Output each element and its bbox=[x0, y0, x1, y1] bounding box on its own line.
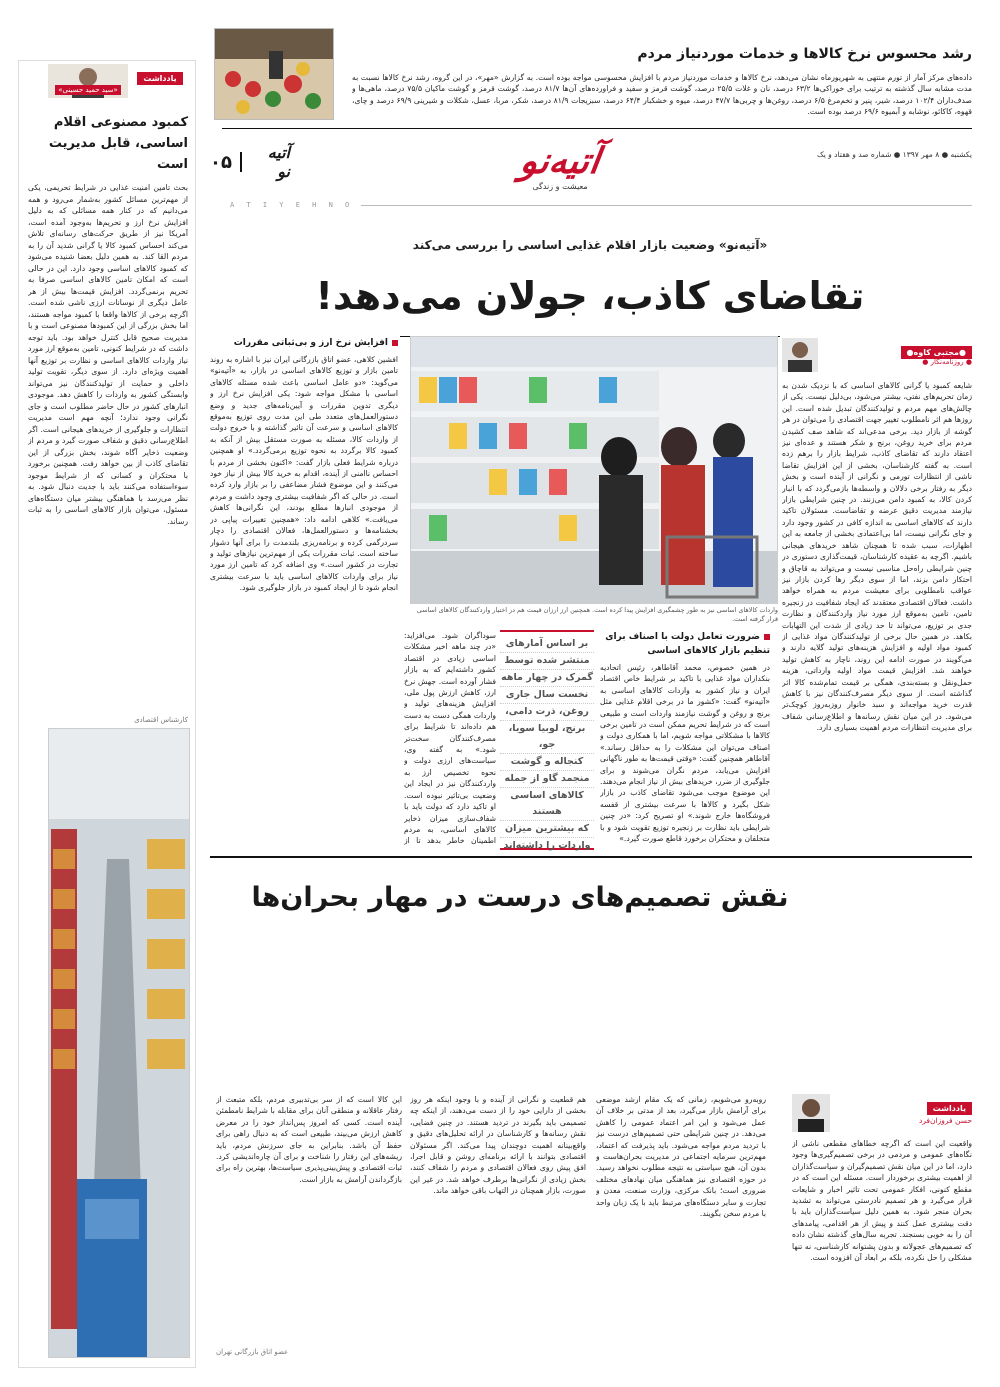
sidebar-body: بحث تامین امنیت غذایی در شرایط تحریمی، یکی از مهم‌ترین مسائل کشور به‌شمار می‌رود و همه می‌دانیم که در کنار همه مسائلی که به دلیل افزایش نرخ ارز و تحریم‌ها به‌وجود آمده است، آمریکا نیز از طریق حرکت‌های رسانه‌ای تلاش می‌کند احساس کمبود کالا یا گرانی شدید آن را به مردم القا کند. به همین دلیل بعضا شنیده می‌شود که کمبود کالاهای اساسی وجود دارد. این در حالی است که امکان تامین کالاهای اساسی صرفا به تحریم برنمی‌گردد. افزایش قیمت‌ها بیش از هر عامل دیگری از نوسانات ارزی ناشی شده است. اگرچه برخی از کالاها واقعا با کمبود مواجه هستند، اما بخش بزرگی از این کمبودها مصنوعی است و با مدیریت صحیح قابل کنترل خواهد بود. باید توجه داشت که در شرایط کنونی، تامین به‌موقع ارز مورد نیاز واردات کالاهای اساسی و نظارت بر توزیع آنها اهمیت ویژه‌ای دارد. از سوی دیگر، تقویت تولید داخلی و حمایت از تولیدکنندگان نیز می‌تواند وابستگی کشور به واردات را کاهش دهد. موجودی انبارهای کشور در حال حاضر مطلوب است و جای نگرانی وجود ندارد؛ آنچه مهم است مدیریت انتظارات و جلوگیری از خریدهای هیجانی است. اگر اطلاع‌رسانی دقیق و شفاف صورت گیرد و مردم از وضعیت ذخایر آگاه شوند، بخش بزرگی از این تقاضای کاذب از بین خواهد رفت. همچنین برخورد با محتکران و کسانی که از شرایط موجود سوءاستفاده می‌کنند باید با جدیت دنبال شود. به نظر می‌رسد با هماهنگی بیشتر میان دستگاه‌های مسئول، می‌توان بازار کالاهای اساسی را به ثبات رساند. bbox=[28, 183, 188, 526]
pull-quote-line: نخست سال جاری bbox=[500, 687, 594, 704]
sidebar-label: یادداشت bbox=[137, 72, 182, 85]
bottom-col-3: هم قطعیت و نگرانی از آینده و با وجود اینکه هر روز بخشی از دارایی خود را از دست می‌دهند، از اینکه چه تصمیمی باید بگیرند در تردید هستند. در چنین فضایی، نقش رسانه‌ها و کارشناسان در ارائه تحلیل‌های دقیق و واقع‌بینانه اهمیت دوچندان پیدا می‌کند. اگر مسئولان اقتصادی بتوانند با ارائه برنامه‌ای روشن و قابل اجرا، افق پیش روی فعالان اقتصادی و مردم را شفاف کنند، بخش زیادی از نگرانی‌ها برطرف خواهد شد. در غیر این صورت، بازار همچنان در التهاب باقی خواهد ماند. bbox=[410, 1095, 586, 1196]
pull-quote-line: روغن، ذرت دامی، bbox=[500, 704, 594, 721]
bottom-author-box bbox=[792, 1094, 972, 1134]
pull-quote-line: برنج، لوبیا سویا، جو، bbox=[500, 721, 594, 754]
section-name: آتیه نو bbox=[267, 143, 290, 181]
sub1-body: افشین کلاهی، عضو اتاق بازرگانی ایران نیز با اشاره به روند تامین بازار و توزیع کالاهای اساسی در بازار، به «آتیه‌نو» می‌گوید: «دو عامل اساسی باعث شده مسئله کالاهای اساسی با مشکل مواجه شود: یکی افزایش نرخ ارز و دیگری تدوین مقررات و آیین‌نامه‌های جدید و وضع دستورالعمل‌های متعدد طی این مدت روی توزیع به‌موقع کالاهای اساسی و سرعت آن تاثیر گذاشته و با خروج دولت از واردات کالا، مسئله به صورت مستقل بیش از آنکه به کمبود کالا برگردد به نحوه توزیع برمی‌گردد.» او همچنین درباره شرایط فعلی بازار گفت: «اکنون بخشی از مردم با احساس ناامنی از آینده، اقدام به خرید کالا بیش از نیاز خود می‌کنند و این موضوع فشار مضاعفی را بر بازار وارد کرده است. در حالی که اگر شفافیت بیشتری وجود داشت و مردم از موجودی انبارها مطلع بودند، این نگرانی‌ها کاهش می‌یافت.» کلاهی ادامه داد: «همچنین تغییرات پیاپی در بخشنامه‌ها و دستورالعمل‌ها، فعالان اقتصادی را دچار سردرگمی کرده و برنامه‌ریزی بلندمدت را برای آنها دشوار ساخته است. ثبات مقررات یکی از مهم‌ترین نیازهای تولید و تجارت در کشور است.» وی اضافه کرد که تامین ارز مورد نیاز برای واردات کالاهای اساسی باید با سرعت بیشتری انجام شود تا از ایجاد کمبود در بازار جلوگیری شود. bbox=[210, 355, 398, 593]
bottom-col-2: روبه‌رو می‌شویم، زمانی که یک مقام ارشد موضعی برای آرامش بازار می‌گیرد، بعد از مدتی بر خلاف آن عمل می‌شود و این امر اعتماد عمومی را کاهش می‌دهد. در چنین شرایطی حتی تصمیم‌های درست نیز با تردید مردم مواجه می‌شود. باید پذیرفت که اعتماد، مهم‌ترین سرمایه اجتماعی در مدیریت بحران‌هاست و بدون آن، هیچ سیاستی به نتیجه مطلوب نخواهد رسید. در حوزه اقتصادی نیز هماهنگی میان نهادهای مختلف ضروری است؛ بانک مرکزی، وزارت صنعت، معدن و تجارت و سایر دستگاه‌های مرتبط باید با یک زبان واحد با مردم سخن بگویند. bbox=[596, 1095, 766, 1219]
pull-quote-line: واردات را داشته‌اند bbox=[503, 840, 591, 851]
author-role: ● روزنامه‌نگار ● bbox=[922, 358, 972, 366]
pull-quote-line: بر اساس آمارهای bbox=[500, 636, 594, 653]
bottom-col-1: واقعیت این است که اگرچه خطاهای مقطعی ناشی از نگاه‌های عمومی و مردمی در برخی تصمیم‌گیری‌ها وجود دارد، اما در این میان نقش تصمیم‌گیران و سیاست‌گذاران از اهمیت بیشتری برخوردار است. مسئله این است که در مقطع کنونی، افکار عمومی تحت تاثیر اخبار و شایعات قرار می‌گیرد و هر تصمیم نادرستی می‌تواند به تشدید بحران منجر شود. به همین دلیل سیاست‌گذاران باید با دقت بیشتری عمل کنند و پیش از هر اقدامی، پیامدهای آن را به خوبی بسنجند. تجربه سال‌های گذشته نشان داده که تصمیم‌های عجولانه و بدون پشتوانه کارشناسی، نه تنها مشکلی را حل نکرده، بلکه بر ابعاد آن افزوده است. bbox=[792, 1139, 972, 1263]
pull-quote-line: که بیشترین میزان bbox=[500, 821, 594, 838]
bottom-headline: نقش تصمیم‌های درست در مهار بحران‌ها bbox=[251, 882, 789, 913]
sub3-body: سوداگران شود. می‌افزاید: «در چند ماهه اخیر مشکلات اساسی زیادی در اقتصاد کشور داشته‌ایم که به بازار فشار آورده است. جهش نرخ ارز، کاهش ارزش پول ملی، افزایش هزینه‌های تولید و واردات همگی دست به دست هم داده‌اند تا شرایط برای مصرف‌کنندگان سخت‌تر شود.» به گفته وی، سیاست‌های ارزی دولت و نحوه تخصیص ارز به واردکنندگان نیز در ایجاد این وضعیت بی‌تاثیر نبوده است. او تاکید دارد که دولت باید با شفاف‌سازی میزان ذخایر کالاهای اساسی، به مردم اطمینان خاطر بدهد تا از bbox=[404, 631, 496, 846]
masthead-logo: آتیه‌نو معیشت و زندگی bbox=[490, 138, 630, 200]
pull-quote-line: منجمد گاو از جمله bbox=[500, 771, 594, 788]
top-news-title: رشد محسوس نرخ کالاها و خدمات موردنیاز مردم bbox=[637, 46, 972, 62]
sidebar-author-role: کارشناس اقتصادی bbox=[134, 716, 188, 724]
sub2-title: ضرورت تعامل دولت با اصناف برای تنظیم بازار کالاهای اساسی bbox=[605, 632, 770, 656]
sidebar-author: «سید حمید حسینی» bbox=[55, 85, 120, 95]
section-label bbox=[210, 143, 290, 181]
author-name: ●مجتبی کاوه● bbox=[901, 346, 972, 359]
bottom-label: یادداشت bbox=[927, 1102, 972, 1115]
main-photo bbox=[410, 336, 778, 604]
page-number: ۰۵ bbox=[210, 151, 232, 173]
pull-quote bbox=[500, 630, 594, 850]
pull-quote-line: گمرک در چهار ماهه bbox=[500, 670, 594, 687]
top-news-photo bbox=[214, 28, 334, 120]
author-box bbox=[782, 336, 972, 374]
supermarket-photo bbox=[48, 728, 190, 1358]
pull-quote-line: کالاهای اساسی هستند bbox=[500, 788, 594, 821]
author-photo bbox=[782, 338, 818, 372]
pull-quote-line: منتشر شده توسط bbox=[500, 653, 594, 670]
main-headline: تقاضای کاذب، جولان می‌دهد! bbox=[315, 274, 865, 318]
pull-quote-line: کنجاله و گوشت bbox=[500, 754, 594, 771]
top-news-body: داده‌های مرکز آمار از تورم منتهی به شهریورماه نشان می‌دهد، نرخ کالاها و خدمات موردنیاز مردم با افزایش محسوسی مواجه بوده است. به گزارش «مهر»، در این گروه، رشد نرخ کالاها نسبت به مدت‌ مشابه سال گذشته به ترتیب برای خوراکی‌ها ۶۳/۲ درصد، نان و غلات ۲۵/۵ درصد، گوشت قرمز و سفید و فراورده‌های آن‌ها ۸۱/۷ درصد، گوشت قرمز و گوشت ماکیان ۷۵/۵ درصد، ماهی‌ها و صدف‌داران ۱۰۲/۴ درصد، شیر، پنیر و تخم‌مرغ ۶/۵ درصد، روغن‌ها و چربی‌ها ۴۷/۷ درصد، میوه و خشکبار ۶۴/۴ درصد، سبزیجات ۸۱/۹ درصد، شکر، مربا، عسل، شکلات و شیرینی ۶۹/۹ درصد و چای، قهوه، کاکائو، نوشابه و آبمیوه ۶۹/۶ درصد بوده است. bbox=[352, 73, 972, 117]
photo-caption: وارد‌ات کالاهای اساسی نیز به طور چشمگیری افزایش پیدا کرده است. همچنین ارز ارزان‌ قیمت هم در اختیار وارد‌کنندگان کالاهای اساسی قرار گرفته است. bbox=[416, 606, 778, 623]
masthead-logo-sub: معیشت و زندگی bbox=[532, 182, 588, 191]
bottom-author-name: حسن فروزان‌فرد bbox=[918, 1116, 972, 1125]
bottom-col-4: این کالا است که از سر بی‌تدبیری مردم، بلکه متبعث از رفتار عاقلانه و منطقی آنان برای مقابله با شرایط نامطمئن آینده است. کسی که امروز پس‌انداز خود را در معرض کاهش ارزش می‌بیند، طبیعی است که به دنبال راهی برای حفظ آن باشد. بنابراین به جای سرزنش مردم، باید ریشه‌های این رفتار را شناخت و برای آن چاره‌اندیشی کرد. ثبات اقتصادی و پیش‌بینی‌پذیری سیاست‌ها، بهترین راه برای بازگرداندن آرامش به بازار است. bbox=[216, 1095, 402, 1184]
main-kicker: «آتیه‌نو» وضعیت بازار اقلام غذایی اساسی را بررسی می‌کند bbox=[412, 238, 768, 252]
bottom-author-role: عضو اتاق بازرگانی تهران bbox=[216, 1348, 289, 1356]
sidebar-title: کمبود مصنوعی اقلام اساسی، قابل مدیریت است bbox=[48, 115, 188, 172]
main-col-right: شایعه کمبود یا گرانی کالاهای اساسی که با نزدیک شدن به زمان تحریم‌های نفتی، بیشتر می‌شود، بی‌دلیل نیست. یکی از چالش‌های مهم مردم و تولیدکنندگان تبدیل شده است. این روزها هم اثر نامطلوب تغییر جهت اقتصادی را می‌توان در هر گوشه از بازار دید. برخی مدعی‌اند که شاهد صف کشیدن مردم برای خرید روغن، برنج و شکر هستند و عده‌ای نیز اعتقاد دارند که تقاضای کاذب، شرایط بازار را برهم زده است. به گفته کارشناسان، بخشی از این افزایش تقاضا ناشی از انتظارات تورمی و نگرانی از آینده است و بخش دیگر به رفتار برخی دلالان و واسطه‌ها بازمی‌گردد که با انبار کردن کالا، به کمبود دامن می‌زنند. در چنین شرایطی بازار نیازمند مدیریت دقیق عرضه و تقاضاست. مسئولان تاکید دارند که کالاهای اساسی به اندازه کافی در کشور وجود دارد و جای نگرانی نیست، اما بی‌اعتمادی بخشی از جامعه به این اظهارات، سبب شده تا همچنان شاهد خریدهای هیجانی باشیم. اگرچه به عقیده کارشناسان، قیمت‌گذاری دستوری در چنین شرایطی راه‌حل مناسبی نیست و می‌تواند به قاچاق و احتکار دامن بزند، اما از سوی دیگر رها کردن بازار نیز عواقب نامطلوبی برای معیشت مردم به همراه خواهد داشت. فعالان اقتصادی معتقدند که ایجاد شفافیت در زنجیره تامین، تامین به‌موقع ارز مورد نیاز واردکنندگان و نظارت جدی بر توزیع، می‌تواند تا حد زیادی از شدت این التهابات بکاهد. در همین حال برخی از تولیدکنندگان مواد غذایی از کمبود مواد اولیه و افزایش هزینه‌های تولید گلایه دارند و می‌گویند در صورت ادامه این روند، ناچار به کاهش تولید خواهند شد. افزایش قیمت مواد اولیه وارداتی، هزینه حمل‌ونقل و بسته‌بندی، همگی بر قیمت تمام‌شده کالا اثر گذاشته است. از سوی دیگر مصرف‌کنندگان نیز با کاهش قدرت خرید مواجه‌اند و سبد خانوار روزبه‌روز کوچک‌تر می‌شود. در این میان نقش رسانه‌ها و اطلاع‌رسانی شفاف برای مدیریت انتظارات مردم اهمیت بسیاری دارد. bbox=[782, 381, 972, 733]
sub2-body: در همین خصوص، محمد آقاطاهر، رئیس اتحادیه بنکداران مواد غذایی با تاکید بر شرایط خاص اقتصاد ایران و نیاز کشور به واردات کالاهای اساسی به «آتیه‌نو» گفت: «کشور ما در برخی اقلام غذایی مثل برنج و روغن و گوشت نیازمند واردات است و طبیعی است که در شرایط تحریم ممکن است در تامین برخی کالاها با مشکلاتی مواجه شویم، اما با همکاری دولت و اصناف می‌توان این مشکلات را به حداقل رساند.» آقاطاهر همچنین گفت: «وقتی قیمت‌ها به طور ناگهانی افزایش می‌یابد، مردم نگران می‌شوند و برای جلوگیری از ضرر، خریدهای بیش از نیاز انجام می‌دهند. این موضوع موجب می‌شود تقاضای کاذب در بازار شکل بگیرد و کالاها با سرعت بیشتری از قفسه فروشگاه‌ها خارج شوند.» او تصریح کرد: «در چنین شرایطی باید نظارت بر زنجیره توزیع تقویت شود و با متخلفان و محتکران برخورد قاطع صورت گیرد.» bbox=[600, 663, 770, 844]
sub1-title: افزایش نرخ ارز و بی‌ثباتی مقررات bbox=[210, 338, 398, 348]
latin-strip: A T I Y E H N O bbox=[230, 201, 354, 209]
dateline: یکشنبه ● ۸ مهر ۱۳۹۷ ● شماره صد و هفتاد و یک bbox=[816, 150, 972, 159]
bottom-author-photo bbox=[792, 1094, 830, 1132]
